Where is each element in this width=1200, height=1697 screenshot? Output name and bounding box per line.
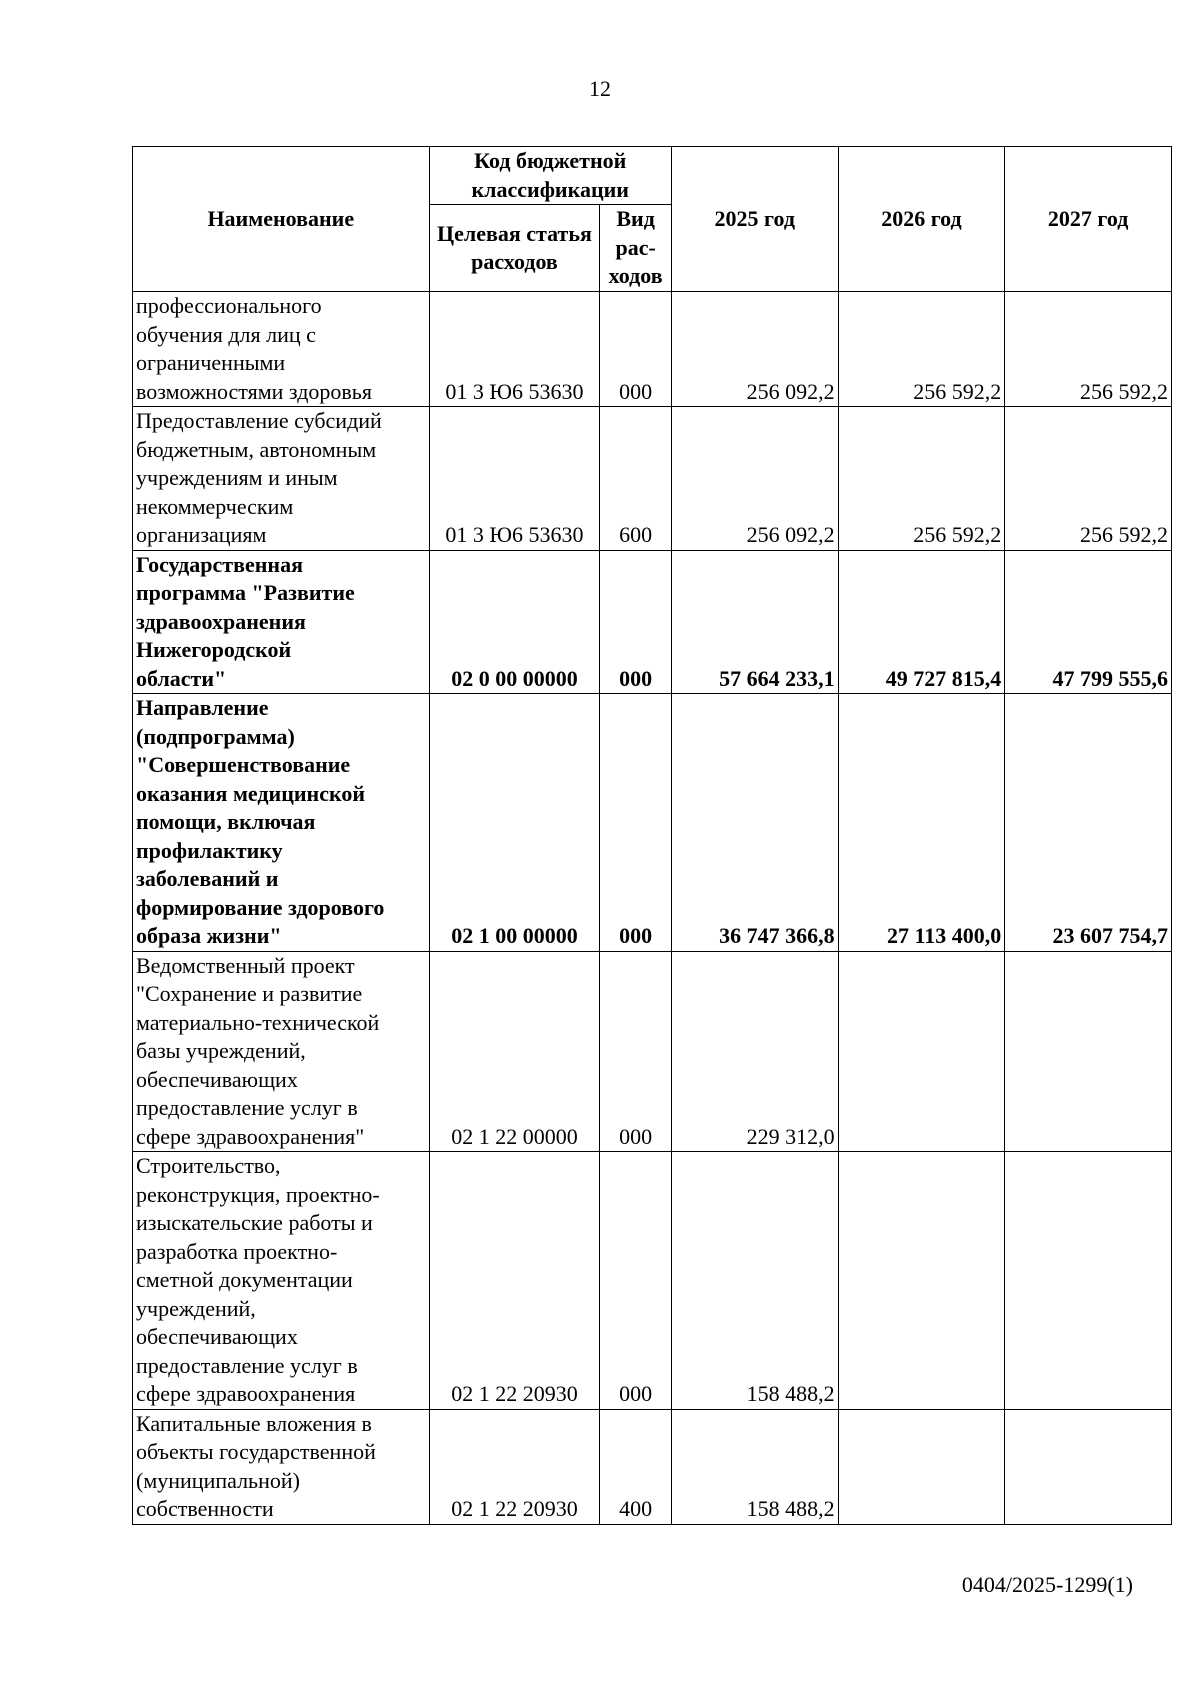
header-2027: 2027 год: [1005, 147, 1172, 292]
row-2025: 158 488,2: [671, 1409, 838, 1524]
row-2026: [838, 1152, 1005, 1410]
row-name: профессионального обучения для лиц с ограниченными возможностями здоровья: [133, 292, 430, 407]
row-kind: 000: [600, 292, 672, 407]
row-target-code: 01 3 Ю6 53630: [429, 407, 600, 551]
row-kind: 600: [600, 407, 672, 551]
row-2027: 256 592,2: [1005, 407, 1172, 551]
row-2027: [1005, 1409, 1172, 1524]
header-target-article: Целевая статья расходов: [429, 205, 600, 292]
row-2027: 23 607 754,7: [1005, 694, 1172, 952]
budget-table: [132, 146, 1172, 1525]
row-2026: [838, 951, 1005, 1152]
row-2026: [838, 1409, 1005, 1524]
header-expense-kind: Вид рас-ходов: [600, 205, 672, 292]
row-2026: 27 113 400,0: [838, 694, 1005, 952]
row-name: Предоставление субсидий бюджетным, автономным учреждениям и иным некоммерческим организациям: [133, 407, 430, 551]
row-target-code: 02 1 00 00000: [429, 694, 600, 952]
row-target-code: 02 1 22 00000: [429, 951, 600, 1152]
row-name: Капитальные вложения в объекты государственной (муниципальной) собственности: [133, 1409, 430, 1524]
row-name: Строительство, реконструкция, проектно- изыскательские работы и разработка проектно- сметной документации учреждений, обеспечивающих предоставление услуг в сфере здравоохранения: [133, 1152, 430, 1410]
row-2026: 49 727 815,4: [838, 550, 1005, 694]
row-2027: 256 592,2: [1005, 292, 1172, 407]
table-row: [133, 407, 1172, 551]
row-target-code: 02 1 22 20930: [429, 1409, 600, 1524]
row-2027: [1005, 951, 1172, 1152]
row-name: Направление (подпрограмма) "Совершенствование оказания медицинской помощи, включая профилактику заболеваний и формирование здорового образа жизни": [133, 694, 430, 952]
row-target-code: 02 0 00 00000: [429, 550, 600, 694]
row-2025: 229 312,0: [671, 951, 838, 1152]
row-target-code: 02 1 22 20930: [429, 1152, 600, 1410]
row-target-code: 01 3 Ю6 53630: [429, 292, 600, 407]
row-name: Государственная программа "Развитие здравоохранения Нижегородской области": [133, 550, 430, 694]
header-2025: 2025 год: [671, 147, 838, 292]
header-name: Наименование: [133, 147, 430, 292]
row-kind: 400: [600, 1409, 672, 1524]
header-2026: 2026 год: [838, 147, 1005, 292]
row-2025: 256 092,2: [671, 407, 838, 551]
row-2025: 36 747 366,8: [671, 694, 838, 952]
table-row: [133, 1409, 1172, 1524]
page-number: 12: [589, 76, 611, 101]
row-kind: 000: [600, 1152, 672, 1410]
row-2027: [1005, 1152, 1172, 1410]
row-2027: 47 799 555,6: [1005, 550, 1172, 694]
table-row: [133, 694, 1172, 952]
table-row: [133, 1152, 1172, 1410]
table-row: [133, 951, 1172, 1152]
document-id: 0404/2025-1299(1): [961, 1572, 1133, 1597]
row-kind: 000: [600, 550, 672, 694]
header-code-group: Код бюджетной классификации: [429, 147, 671, 205]
row-2025: 158 488,2: [671, 1152, 838, 1410]
row-2025: 256 092,2: [671, 292, 838, 407]
table-row: [133, 292, 1172, 407]
row-2026: 256 592,2: [838, 292, 1005, 407]
row-2026: 256 592,2: [838, 407, 1005, 551]
row-kind: 000: [600, 694, 672, 952]
row-name: Ведомственный проект "Сохранение и развитие материально-технической базы учреждений, обеспечивающих предоставление услуг в сфере здравоохранения": [133, 951, 430, 1152]
row-kind: 000: [600, 951, 672, 1152]
row-2025: 57 664 233,1: [671, 550, 838, 694]
table-row: [133, 550, 1172, 694]
